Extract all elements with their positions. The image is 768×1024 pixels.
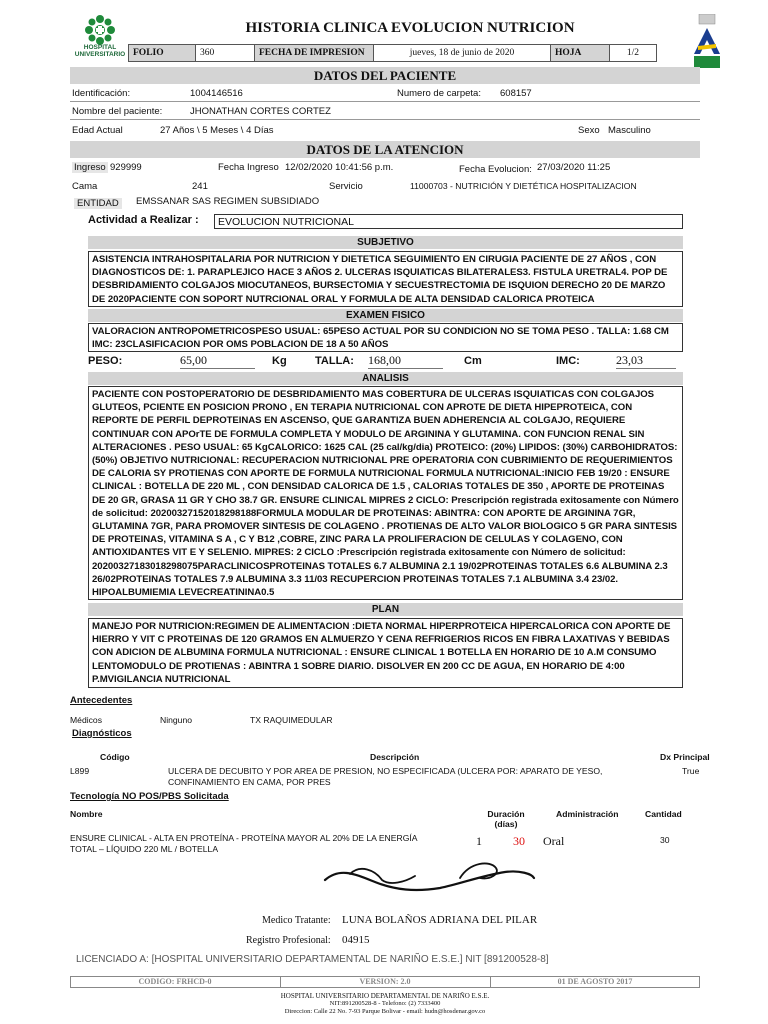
fecha-evol-value: 27/03/2020 11:25 [537,162,611,173]
entidad-value: EMSSANAR SAS REGIMEN SUBSIDIADO [136,196,320,207]
diag-col-code: Código [100,752,130,762]
sex-value: Masculino [608,125,651,136]
examen-title: EXAMEN FISICO [88,309,683,322]
peso-value: 65,00 [180,353,255,369]
analisis-text: PACIENTE CON POSTOPERATORIO DE DESBRIDAMIENTO MAS COBERTURA DE ULCERAS ISQUIATICAS CON COLGAJOS GLUTEOS, PCIENTE EN POSICION PRONO , EN TERAPIA NUTRICIONAL CON APROTE DE DIETA HIPEPROTEICA, CON REPORTE DE PERFIL DEPROTEINAS EN ASCENSO, QUE GARANTIZA BUEN ADHERENCIA AL COLGAJO, REQUIERE CONTINUAR CON APOrTE DE FORMULA COMPLETA Y MODULO DE ARGININA Y GLUTAMINA. CON FUNCION RENAL SIN ALTERACIONES . PESO USUAL: 65 KgCALORICO: 1625 CAL (25 cal/kg/dia) PROTEICO: (20%) LIPIDOS: (30%) CARBOHIDRATOS: (50%) OBJETIVO NUTRICIONAL: RECUPERACION NUTRICIONAL PRE OPERATORIA CON CUBRIMIENTO DE REQUERIMIENTOS DE CALORIA SY PROTIENAS CON APORTE DE FORMULA NUTRICIONAL FORMULA NUTRICIONAL:INICIO FEB 19/20 : ENSURE CLINICAL : BOTELLA DE 220 ML , CON DENSIDAD CALORICA DE 1.5 , CALORIAS TOTALES DE 350 , APORTE DE PROTEINAS DE 20 GR, GRASA 11 GR Y CHO 38.7 GR. ENSURE CLINICAL MIPRES 2 CICLO: Prescripción registrada exitosamente con Número de solicitud: 20200327152018298188FORMULA MODULAR DE PROTEINAS: ABINTRA: CON APORTE DE ARGININA 7GR, GLUTAMINA 7GR, PARA PROMOVER SINTESIS DE COLAGENO . PROTIENAS DE ALTO VALOR BIOLOGICO 5 GR PARA SINTESIS DE PROTEINAS, VITAMINA S A , C Y B12 ,COBRE, ZINC PARA LA PROLIFERACION DE CELULAS Y COLAGENO, CON ANTIOXIDANTES VIT E Y SELENIO. MIPRES: 2 CICLO :Prescripción registrada exitosamente con Número de solicitud: 20200327183018298075PARACLINICOSPROTEINAS TOTALES 6.7 ALBUMINA 2.1 19/02PROTEINAS TOTALES 6.6 ALBUMINA 2.3 26/02PROTEINAS TOTALES 7.9 ALBUMINA 3.3 11/03 RECUPERCION PROTEINAS TOTALES 7.1 ALBUMINA 3.4 23/02. HIPOALBUMIEMIA LEVECREATININA0.5 [88,386,683,600]
cama-label: Cama [72,181,98,192]
sex-label: Sexo [578,125,600,136]
registry-value: 04915 [342,934,370,946]
tec-row-duration: 30 [513,834,525,848]
tec-col-admin: Administración [556,809,619,819]
tecnologia-title: Tecnología NO POS/PBS Solicitada [70,791,229,802]
signature-image [320,852,540,902]
subjetivo-title: SUBJETIVO [88,236,683,249]
tec-col-name: Nombre [70,809,103,819]
page-value: 1/2 [610,45,657,62]
diag-row-desc: ULCERA DE DECUBITO Y POR AREA DE PRESION, NO ESPECIFICADA (ULCERA POR: APARATO DE YESO, CONFINAMIENTO EN CAMA, POR PRES [168,766,603,787]
doctor-label: Medico Tratante: [262,915,331,926]
tec-row-admin: Oral [543,834,565,848]
diagnosticos-title: Diagnósticos [72,728,132,739]
registry-label: Registro Profesional: [246,935,331,946]
talla-unit: Cm [464,355,482,367]
footer-date: 01 DE AGOSTO 2017 [557,977,633,986]
diag-col-desc: Descripción [370,752,420,762]
tec-row-qty: 30 [660,835,670,845]
footer-line3: Direccion: Calle 22 No. 7-93 Parque Bolivar - email: hudn@hosdenar.gov.co [284,1008,486,1015]
antecedentes-type: Médicos [70,715,102,725]
age-value: 27 Años \ 5 Meses \ 4 Días [160,125,274,136]
diag-row-code: L899 [70,766,90,776]
id-value: 1004146516 [190,88,243,99]
license-text: LICENCIADO A: [HOSPITAL UNIVERSITARIO DEPARTAMENTAL DE NARIÑO E.S.E.] NIT [891200528-8] [76,954,549,965]
activity-value: EVOLUCION NUTRICIONAL [214,214,683,229]
footer-code: CODIGO: FRHCD-0 [138,977,212,986]
footer-line2: NIT:891200528-8 - Telefono: (2) 7333400 [329,1000,441,1007]
analisis-title: ANALISIS [88,372,683,385]
antecedentes-value1: Ninguno [160,715,193,725]
plan-title: PLAN [88,603,683,616]
antecedentes-title: Antecedentes [70,695,133,706]
imc-label: IMC: [556,355,580,367]
fecha-ingreso-label: Fecha Ingreso [218,162,279,173]
folder-value: 608157 [500,88,532,99]
ingreso-value: 929999 [110,162,142,173]
fecha-evol-label: Fecha Evolucion: [459,164,532,175]
tec-row-dose: 1 [476,834,482,848]
attention-section-title: DATOS DE LA ATENCION [70,141,700,158]
print-date-label: FECHA DE IMPRESION [255,45,374,62]
patient-section-title: DATOS DEL PACIENTE [70,67,700,84]
logo-text-line1: HOSPITAL [83,44,117,51]
diag-col-main: Dx Principal [660,752,710,762]
talla-value: 168,00 [368,353,443,369]
tec-col-qty: Cantidad [645,809,682,819]
logo-text-line2: UNIVERSITARIO [74,51,126,58]
servicio-value: 11000703 - NUTRICIÓN Y DIETÉTICA HOSPITALIZACION [410,181,637,191]
age-label: Edad Actual [72,125,123,136]
examen-text: VALORACION ANTROPOMETRICOSPESO USUAL: 65PESO ACTUAL POR SU CONDICION NO SE TOMA PESO . TALLA: 1.68 CM IMC: 23CLASIFICACION POR OMS POBLACION DE 18 A 50 AÑOS [88,323,683,352]
acreditacion-seal-icon [690,14,724,70]
logo-text [70,44,130,58]
hospital-logo-icon [72,14,128,66]
entidad-label: ENTIDAD [74,198,122,209]
folio-label: FOLIO [129,45,196,62]
doctor-value: LUNA BOLAÑOS ADRIANA DEL PILAR [342,914,538,926]
fecha-ingreso-value: 12/02/2020 10:41:56 p.m. [285,162,394,173]
folio-table [128,44,657,62]
plan-text: MANEJO POR NUTRICION:REGIMEN DE ALIMENTACION :DIETA NORMAL HIPERPROTEICA HIPERCALORICA CON APORTE DE HIERRO Y VIT C PROTEINAS DE 120 GRAMOS EN ALMUERZO Y CENA REFRIGERIOS RICOS EN FIBRA LAXATIVAS Y BEBIDAS CON ADICION DE ALBUMINA FORMULA NUTRICIONAL : ENSURE CLINICAL 1 BOTELLA EN HORARIO DE 10 A.M CONSUMO LENTOMODULO DE PROTIENAS : ABINTRA 1 SOBRE DIARIO. DISOLVER EN 200 CC DE AGUA, EN HORARIO DE 4:00 P.MVIGILANCIA NUTRICIONAL [88,618,683,688]
tec-row-name: ENSURE CLINICAL - ALTA EN PROTEÍNA - PROTEÍNA MAYOR AL 20% DE LA ENERGÍA TOTAL – LÍQUIDO 220 ML / BOTELLA [70,833,418,854]
print-date-value: jueves, 18 de junio de 2020 [374,45,551,62]
folder-label: Numero de carpeta: [397,88,481,99]
name-label: Nombre del paciente: [72,106,163,117]
name-value: JHONATHAN CORTES CORTEZ [190,106,331,117]
footer-line1: HOSPITAL UNIVERSITARIO DEPARTAMENTAL DE NARIÑO E.S.E. [280,992,490,1000]
id-label: Identificación: [72,88,131,99]
page-title: HISTORIA CLINICA EVOLUCION NUTRICION [245,20,575,36]
folio-value: 360 [196,45,255,62]
cama-value: 241 [192,181,208,192]
imc-value: 23,03 [616,353,676,369]
activity-label: Actividad a Realizar : [88,214,199,226]
ingreso-label: Ingreso [74,162,106,173]
footer-version: VERSION: 2.0 [359,977,411,986]
tec-col-duration: Duración (días) [487,809,525,829]
page-label: HOJA [551,45,610,62]
peso-unit: Kg [272,355,287,367]
subjetivo-text: ASISTENCIA INTRAHOSPITALARIA POR NUTRICION Y DIETETICA SEGUIMIENTO EN CIRUGIA PACIENTE DE 27 AÑOS , CON DIAGNOSTICOS DE: 1. PARAPLEJICO HACE 3 AÑOS 2. ULCERAS ISQUIATICAS BILATERALES3. FISTULA URETRAL4. POP DE DESBRIDAMIENTO COLGAJOS MIOCUTANEOS, BURSECTOMIA Y SECUESTRECTOMIA DE ISQUION DERECHO 20 DE MARZO DE 2020PACIENTE CON SOPORT NUTRCIONAL ORAL Y FORMULA DE ALTA DENSIDAD CALORICA PROTEICA [88,251,683,307]
servicio-label: Servicio [329,181,363,192]
peso-label: PESO: [88,355,123,367]
antecedentes-value2: TX RAQUIMEDULAR [250,715,333,725]
talla-label: TALLA: [315,355,354,367]
diag-row-main: True [682,766,700,776]
